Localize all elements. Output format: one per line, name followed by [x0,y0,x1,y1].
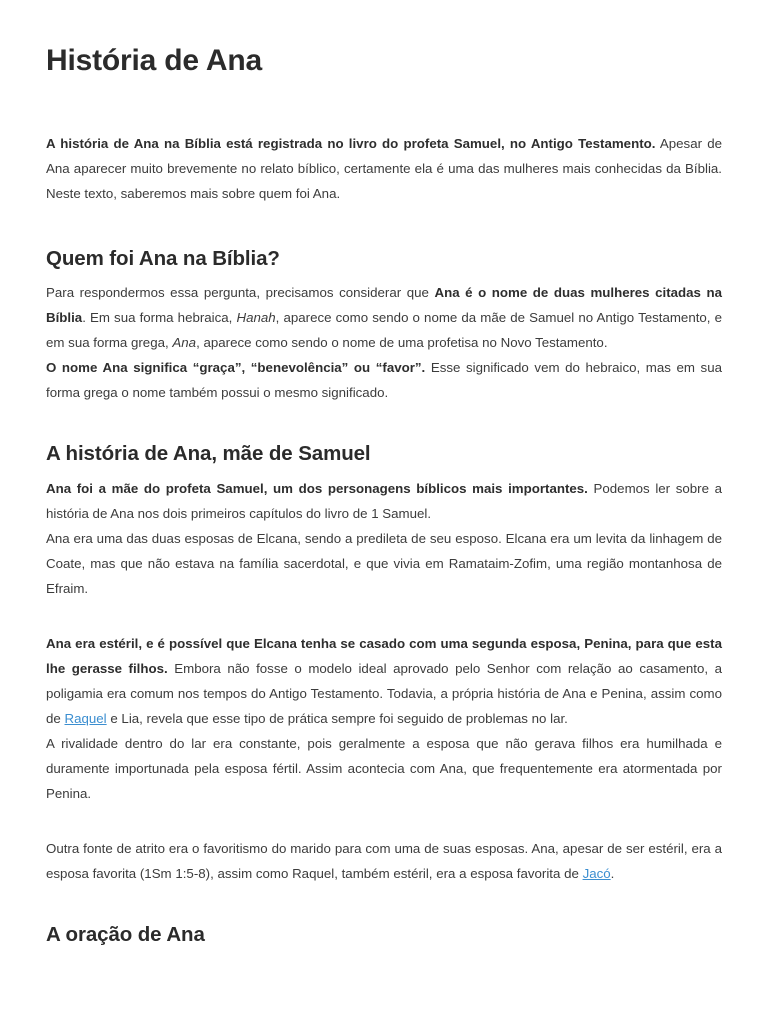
paragraph-elcana: Ana era uma das duas esposas de Elcana, sendo a predileta de seu esposo. Elcana era um levita da linhagem de Coate, mas que não estava na família sacerdotal, e que vivia em Ramataim-Zofim, uma região montanhosa de Efraim. [46,530,722,596]
text-poligamia: Embora não fosse o modelo ideal aprovado pelo Senhor com relação ao casamento, a poligamia era comum nos tempos do Antigo Testamento. Todavia, a própria história de Ana e Penina, assim como de [46,660,722,726]
text-fragment-d: , aparece como sendo o nome de uma profetisa no Novo Testamento. [196,335,608,351]
text-lia-rest: e Lia, revela que esse tipo de prática sempre foi seguido de problemas no lar. [106,710,568,726]
intro-rest-text: Apesar de Ana aparecer muito brevemente no relato bíblico, certamente ela é uma das mulheres mais conhecidas da Bíblia. Neste texto, saberemos mais sobre quem foi Ana. [46,135,722,201]
intro-paragraph [46,131,722,206]
intro-block [46,131,722,206]
heading-historia-de-ana: A história de Ana, mãe de Samuel [46,442,371,466]
paragraph-ana-esteril [46,631,722,731]
bold-ana-esteril: Ana era estéril, e é possível que Elcana tenha se casado com uma segunda esposa, Penina, para que esta lhe gerasse filhos. [46,635,722,676]
page-title: História de Ana [46,44,262,77]
link-jaco[interactable]: Jacó [582,865,611,881]
paragraph-rivalidade: A rivalidade dentro do lar era constante, pois geralmente a esposa que não gerava filhos era humilhada e duramente importunada pela esposa fértil. Assim acontecia com Ana, que frequentemente era atormentada por Penina. [46,735,722,801]
section-oracao-de-ana [46,922,722,948]
paragraph-nomes-de-ana [46,280,722,355]
text-significado-rest: Esse significado vem do hebraico, mas em sua forma grega o nome também possui o mesmo significado. [46,360,722,401]
text-mae-rest: Podemos ler sobre a história de Ana nos dois primeiros capítulos do livro de 1 Samuel. [46,480,723,521]
text-fragment-c: , aparece como sendo o nome da mãe de Samuel no Antigo Testamento, e em sua forma grega, [46,310,722,351]
text-final-period: . [610,865,615,881]
section-quem-foi-ana [46,246,722,406]
paragraph-significado-do-nome [46,355,722,405]
heading-oracao-de-ana: A oração de Ana [46,922,205,946]
text-fragment-b: . Em sua forma hebraica, [82,310,237,326]
italic-ana: Ana [172,335,197,351]
link-raquel[interactable]: Raquel [64,710,107,726]
section-historia-de-ana [46,441,722,886]
bold-ana-duas-mulheres: Ana é o nome de duas mulheres citadas na Bíblia [46,285,723,326]
italic-hanah: Hanah [236,310,276,326]
heading-quem-foi-ana: Quem foi Ana na Bíblia? [46,246,280,270]
paragraph-favoritismo [46,836,722,886]
intro-lead-bold: A história de Ana na Bíblia está registrada no livro do profeta Samuel, no Antigo Testamento. [46,135,656,151]
text-fragment-a: Para respondermos essa pergunta, precisamos considerar que [46,285,435,301]
bold-significado-nome: O nome Ana significa “graça”, “benevolência” ou “favor”. [46,360,426,376]
bold-mae-profeta-samuel: Ana foi a mãe do profeta Samuel, um dos personagens bíblicos mais importantes. [46,480,588,496]
text-favoritismo: Outra fonte de atrito era o favoritismo do marido para com uma de suas esposas. Ana, apesar de ser estéril, era a esposa favorita (1Sm 1:5-8), assim como Raquel, também estéril, era a esposa favorita de [46,840,722,881]
paragraph-mae-de-samuel [46,476,722,526]
